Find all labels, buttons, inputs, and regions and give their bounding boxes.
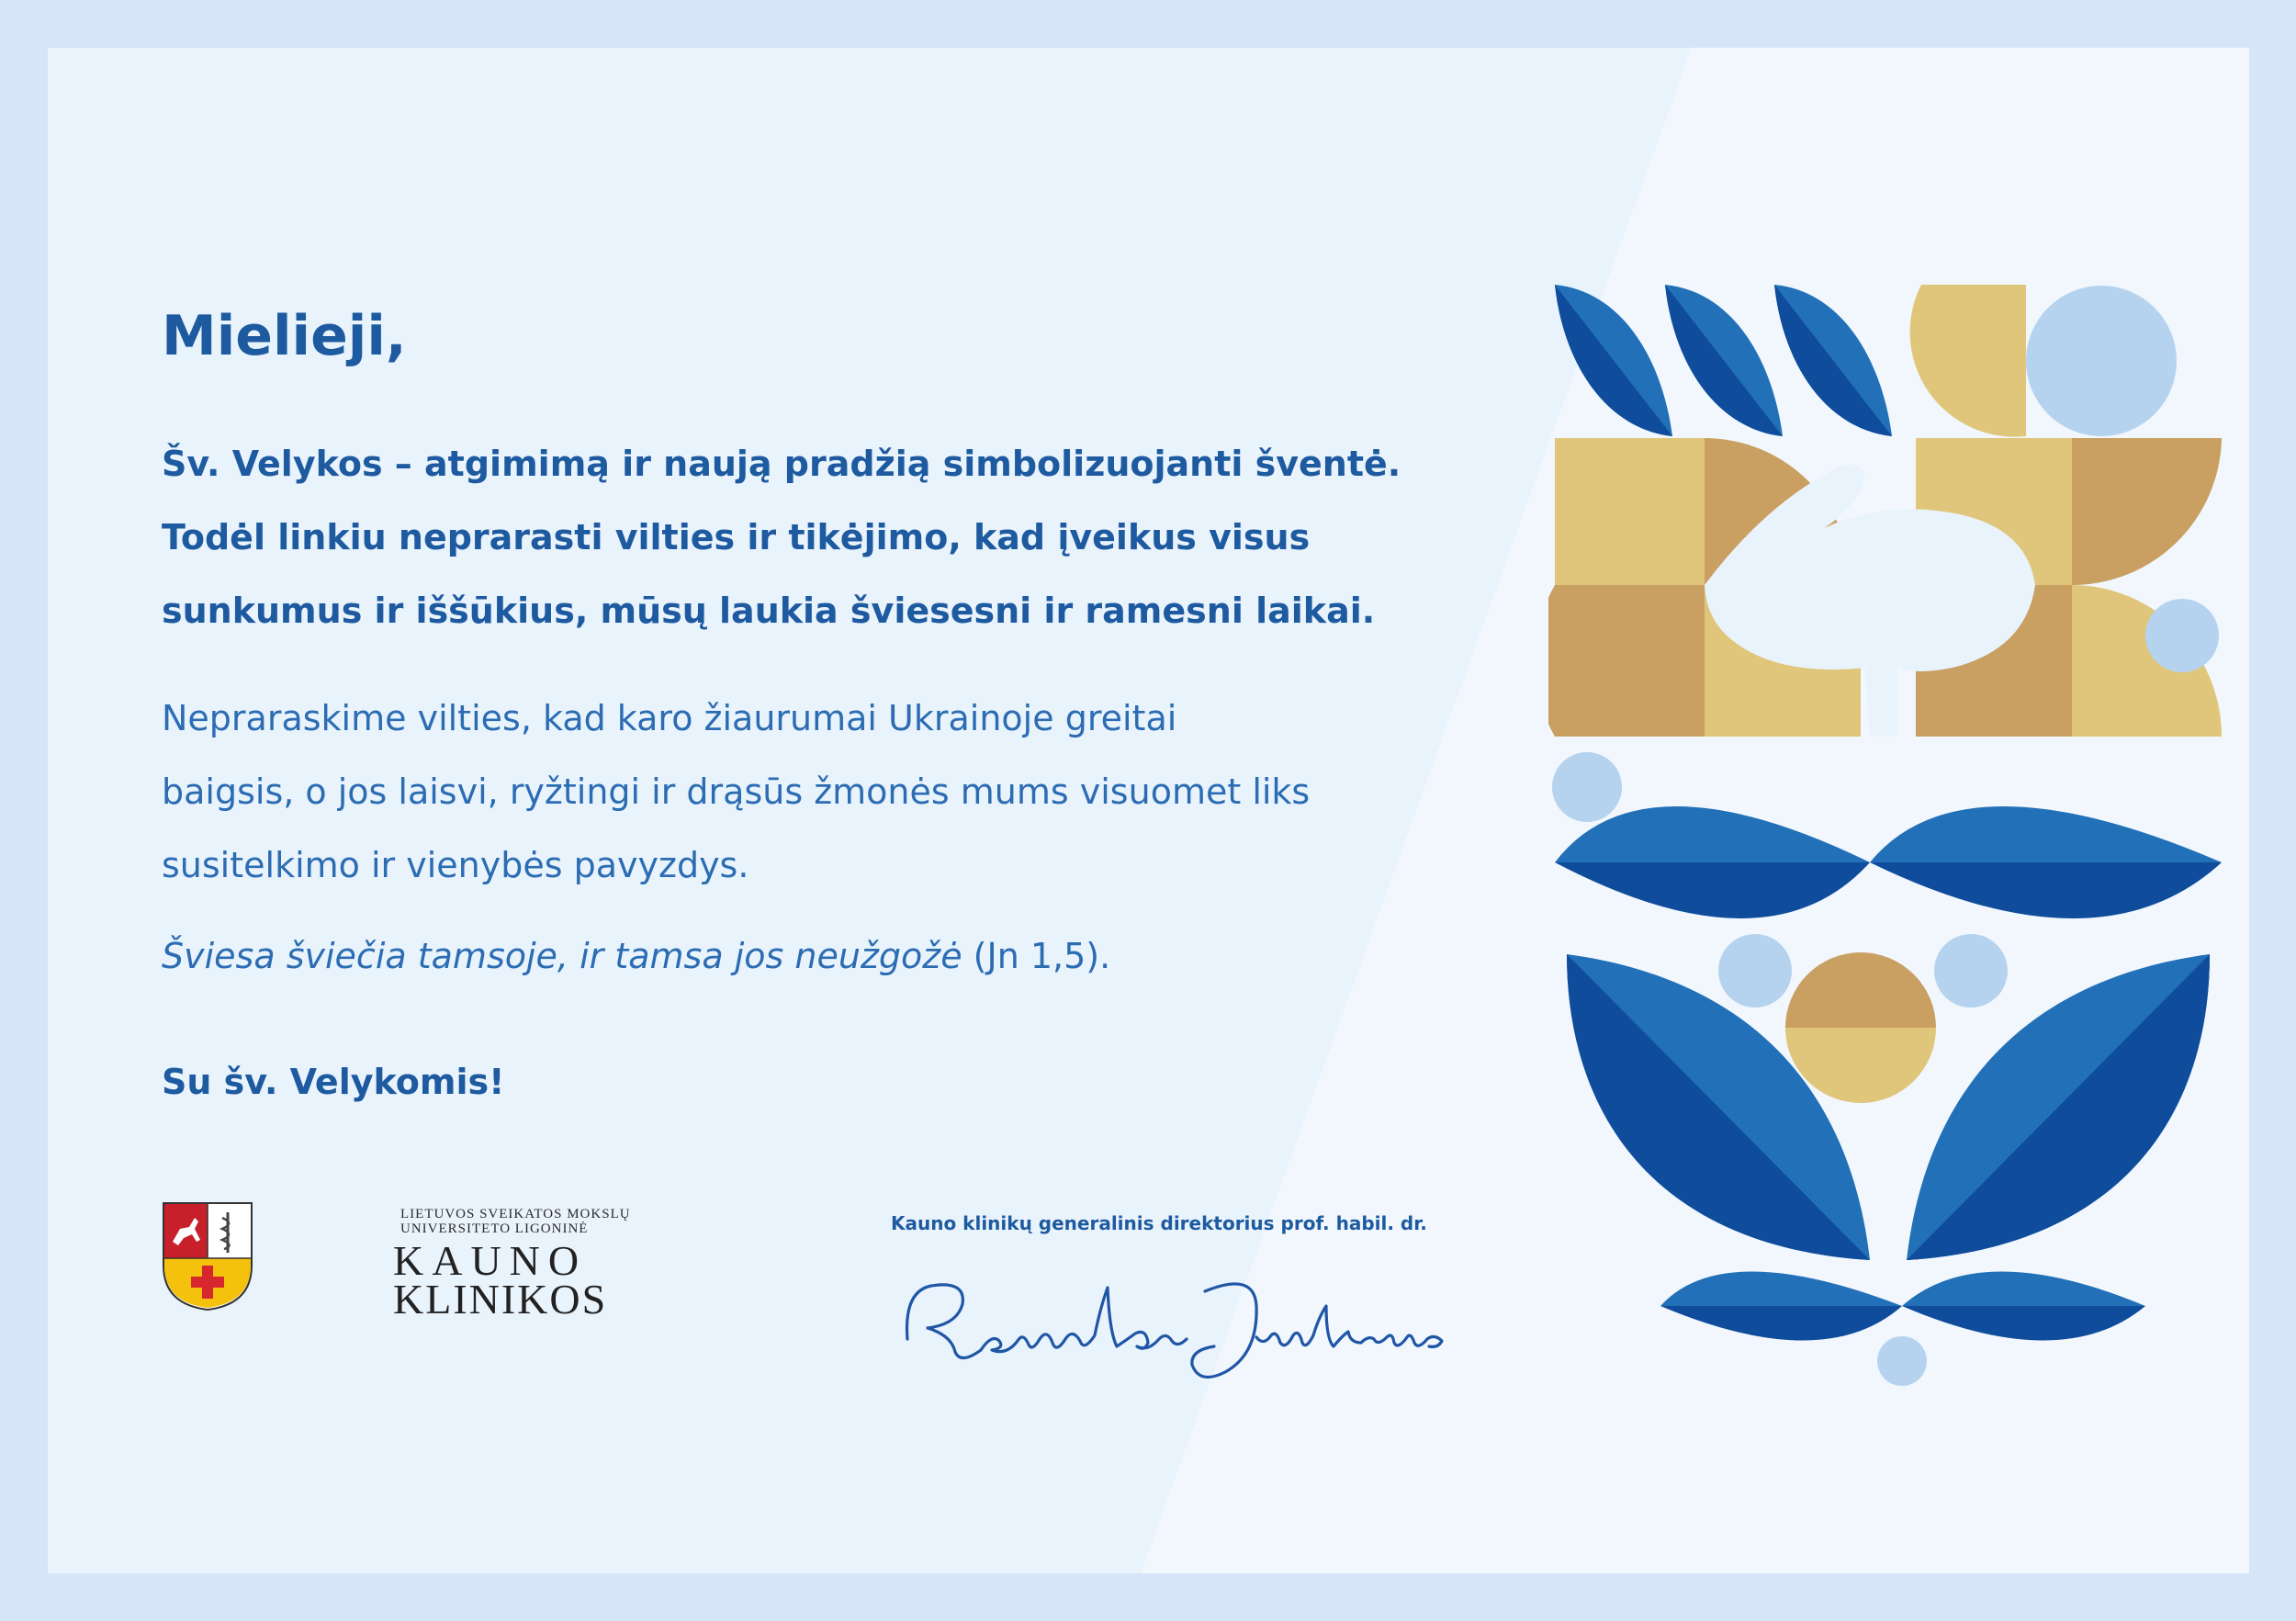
closing-wish: Su šv. Velykomis! xyxy=(162,1062,505,1102)
paragraph-line: Nepraraskime vilties, kad karo žiaurumai Ukrainoje greitai xyxy=(162,698,1177,738)
easter-geometric-artwork xyxy=(1548,282,2228,1439)
handwritten-signature xyxy=(891,1251,1460,1398)
leaf-icon xyxy=(1555,285,1672,436)
tan-quarter xyxy=(1548,585,1705,737)
light-blue-circle xyxy=(1552,752,1622,822)
logo-kauno: KAUNO xyxy=(393,1237,588,1284)
light-blue-circle xyxy=(2145,599,2219,672)
quote-text: Šviesa šviečia tamsoje, ir tamsa jos neužgožė xyxy=(162,936,962,976)
paragraph-line: susitelkimo ir vienybės pavyzdys. xyxy=(162,845,749,885)
leaf-icon xyxy=(1774,285,1892,436)
gold-block xyxy=(1555,438,1705,585)
paragraph-ukraine xyxy=(162,681,1539,902)
greeting-card xyxy=(48,48,2249,1573)
bible-quote xyxy=(162,936,1110,976)
paragraph-line: Todėl linkiu neprarasti vilties ir tikėjimo, kad įveikus visus xyxy=(162,517,1311,557)
blue-lens-shape xyxy=(1555,806,1870,918)
signer-title: Kauno klinikų generalinis direktorius prof. habil. dr. xyxy=(891,1212,1427,1234)
paragraph-line: Šv. Velykos – atgimimą ir naują pradžią simbolizuojanti šventė. xyxy=(162,444,1401,484)
light-blue-circle xyxy=(1934,934,2008,1007)
greeting-heading: Mielieji, xyxy=(162,304,407,368)
quote-reference: (Jn 1,5). xyxy=(962,936,1111,976)
logo-hospital-line: UNIVERSITETO LIGONINĖ xyxy=(400,1221,589,1236)
logo-university-line: LIETUVOS SVEIKATOS MOKSLŲ xyxy=(400,1207,631,1221)
paragraph-line: sunkumus ir iššūkius, mūsų laukia šviesesni ir ramesni laikai. xyxy=(162,591,1376,631)
blue-lens-shape xyxy=(1902,1272,2145,1341)
logo-klinikos: KLINIKOS xyxy=(393,1276,608,1323)
light-blue-circle xyxy=(1718,934,1792,1007)
tan-quarter xyxy=(2072,438,2222,585)
light-blue-circle xyxy=(1877,1336,1927,1386)
gold-quarter-shape xyxy=(1910,285,2026,437)
light-blue-circle xyxy=(2026,286,2177,436)
kauno-klinikos-logo xyxy=(162,1201,631,1323)
coat-of-arms-icon xyxy=(162,1201,253,1311)
blue-lens-shape xyxy=(1870,806,2222,918)
half-sun-top xyxy=(1785,952,1936,1028)
paragraph-line: baigsis, o jos laisvi, ryžtingi ir drąsūs žmonės mums visuomet liks xyxy=(162,771,1311,812)
blue-lens-shape xyxy=(1660,1272,1902,1341)
leaf-icon xyxy=(1665,285,1783,436)
paragraph-easter-wishes xyxy=(162,427,1539,647)
